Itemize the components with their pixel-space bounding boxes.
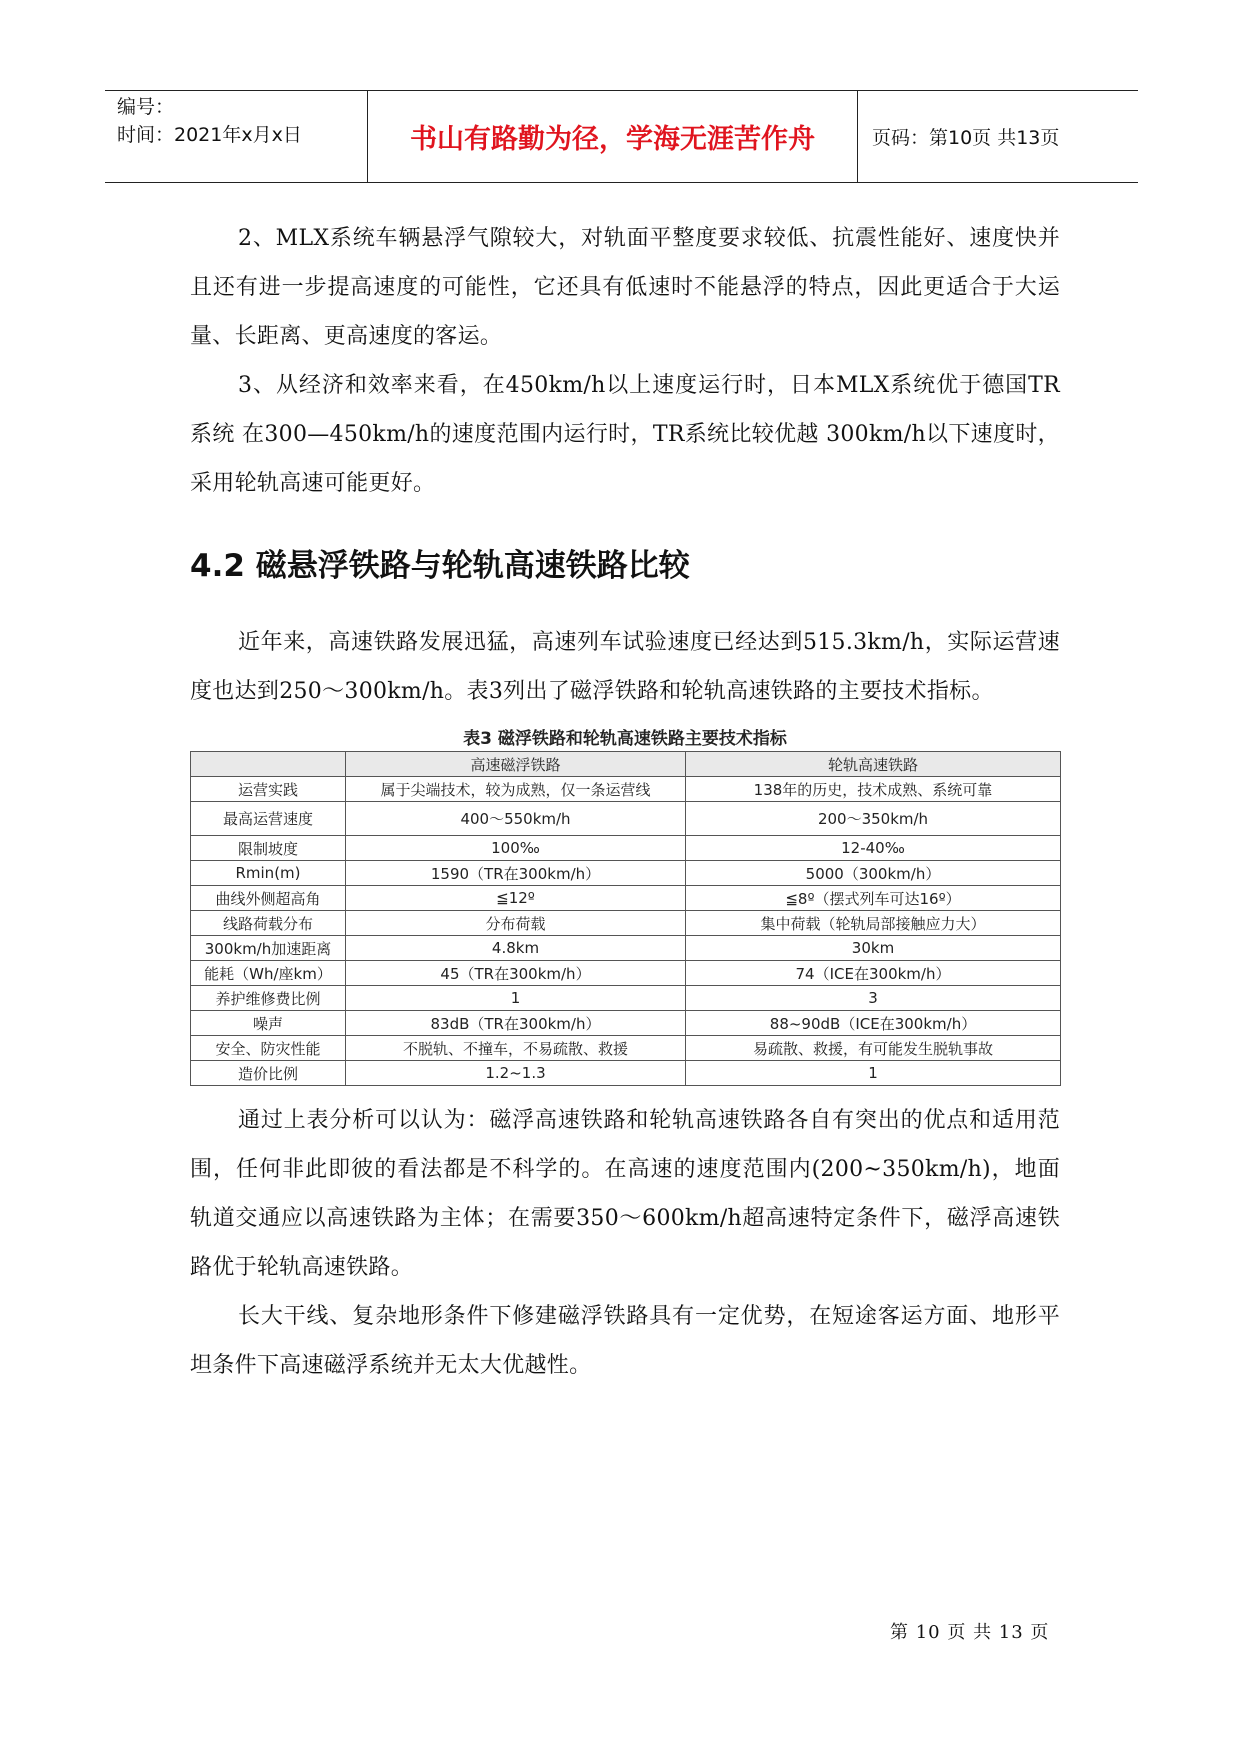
paragraph-intro: 近年来，高速铁路发展迅猛，高速列车试验速度已经达到515.3km/h，实际运营速度也达到250～300km/h。表3列出了磁浮铁路和轮轨高速铁路的主要技术指标。: [190, 630, 1060, 704]
document-body: [190, 214, 1060, 1390]
row-rail: 30km: [686, 936, 1061, 961]
header-info: [105, 91, 368, 182]
paragraph-conclusion: 长大干线、复杂地形条件下修建磁浮铁路具有一定优势，在短途客运方面、地形平坦条件下高速磁浮系统并无太大优越性。: [190, 1304, 1060, 1378]
table-row: [191, 961, 1061, 986]
row-maglev: ≦12º: [346, 886, 686, 911]
row-rail: 88~90dB（ICE在300km/h）: [686, 1011, 1061, 1036]
row-rail: 1: [686, 1061, 1061, 1086]
row-maglev: 1: [346, 986, 686, 1011]
table-header-row: [191, 752, 1061, 777]
row-maglev: 4.8km: [346, 936, 686, 961]
row-rail: 12-40‰: [686, 836, 1061, 861]
row-rail: 易疏散、救援，有可能发生脱轨事故: [686, 1036, 1061, 1061]
row-item: 线路荷载分布: [191, 911, 346, 936]
number-label: 编号：: [117, 96, 175, 118]
paragraph-analysis: 通过上表分析可以认为：磁浮高速铁路和轮轨高速铁路各自有突出的优点和适用范围，任何非此即彼的看法都是不科学的。在高速的速度范围内(200~350km/h)，地面轨道交通应以高速铁路为主体；在需要350～600km/h超高速特定条件下，磁浮高速铁路优于轮轨高速铁路。: [190, 1108, 1060, 1280]
table-row: [191, 911, 1061, 936]
row-item: 300km/h加速距离: [191, 936, 346, 961]
table-row: [191, 986, 1061, 1011]
row-maglev: 83dB（TR在300km/h）: [346, 1011, 686, 1036]
header-motto: 书山有路勤为径，学海无涯苦作舟: [368, 91, 858, 182]
row-maglev: 分布荷载: [346, 911, 686, 936]
header-rail: 轮轨高速铁路: [686, 752, 1061, 777]
row-maglev: 属于尖端技术，较为成熟，仅一条运营线: [346, 777, 686, 802]
row-item: 噪声: [191, 1011, 346, 1036]
section-title: 4.2 磁悬浮铁路与轮轨高速铁路比较: [190, 548, 690, 584]
table-row: [191, 777, 1061, 802]
row-item: 能耗（Wh/座km）: [191, 961, 346, 986]
table-row: [191, 886, 1061, 911]
row-item: 造价比例: [191, 1061, 346, 1086]
table-caption: 表3 磁浮铁路和轮轨高速铁路主要技术指标: [463, 729, 787, 749]
table-row: [191, 936, 1061, 961]
row-rail: 74（ICE在300km/h）: [686, 961, 1061, 986]
comparison-table: [190, 751, 1061, 1086]
row-maglev: 45（TR在300km/h）: [346, 961, 686, 986]
row-rail: ≦8º（摆式列车可达16º）: [686, 886, 1061, 911]
row-item: 曲线外侧超高角: [191, 886, 346, 911]
row-maglev: 400～550km/h: [346, 802, 686, 836]
header-maglev: 高速磁浮铁路: [346, 752, 686, 777]
paragraph-economy: 3、从经济和效率来看，在450km/h以上速度运行时，日本MLX系统优于德国TR系统 在300—450km/h的速度范围内运行时，TR系统比较优越 300km/h以下速度时，采用轮轨高速可能更好。: [190, 373, 1060, 496]
table-row: [191, 1036, 1061, 1061]
page-footer: 第 10 页 共 13 页: [890, 1622, 1050, 1643]
paragraph-mlx-features: 2、MLX系统车辆悬浮气隙较大，对轨面平整度要求较低、抗震性能好、速度快并且还有进一步提高速度的可能性，它还具有低速时不能悬浮的特点，因此更适合于大运量、长距离、更高速度的客运。: [190, 226, 1060, 349]
row-rail: 3: [686, 986, 1061, 1011]
table-row: [191, 1011, 1061, 1036]
row-maglev: 不脱轨、不撞车，不易疏散、救援: [346, 1036, 686, 1061]
row-item: 最高运营速度: [191, 802, 346, 836]
time-label: 时间：2021年x月x日: [117, 124, 302, 146]
row-item: 安全、防灾性能: [191, 1036, 346, 1061]
header-page-code: 页码：第10页 共13页: [872, 127, 1060, 149]
row-rail: 集中荷载（轮轨局部接触应力大）: [686, 911, 1061, 936]
page-header: [105, 90, 1138, 183]
row-maglev: 1590（TR在300km/h）: [346, 861, 686, 886]
row-item: 限制坡度: [191, 836, 346, 861]
table-row: [191, 802, 1061, 836]
row-rail: 200～350km/h: [686, 802, 1061, 836]
row-item: 养护维修费比例: [191, 986, 346, 1011]
row-rail: 138年的历史，技术成熟、系统可靠: [686, 777, 1061, 802]
row-item: Rmin(m): [191, 861, 346, 886]
table-row: [191, 836, 1061, 861]
table-row: [191, 861, 1061, 886]
header-blank: [191, 752, 346, 777]
row-maglev: 1.2~1.3: [346, 1061, 686, 1086]
row-rail: 5000（300km/h）: [686, 861, 1061, 886]
row-item: 运营实践: [191, 777, 346, 802]
row-maglev: 100‰: [346, 836, 686, 861]
table-row: [191, 1061, 1061, 1086]
